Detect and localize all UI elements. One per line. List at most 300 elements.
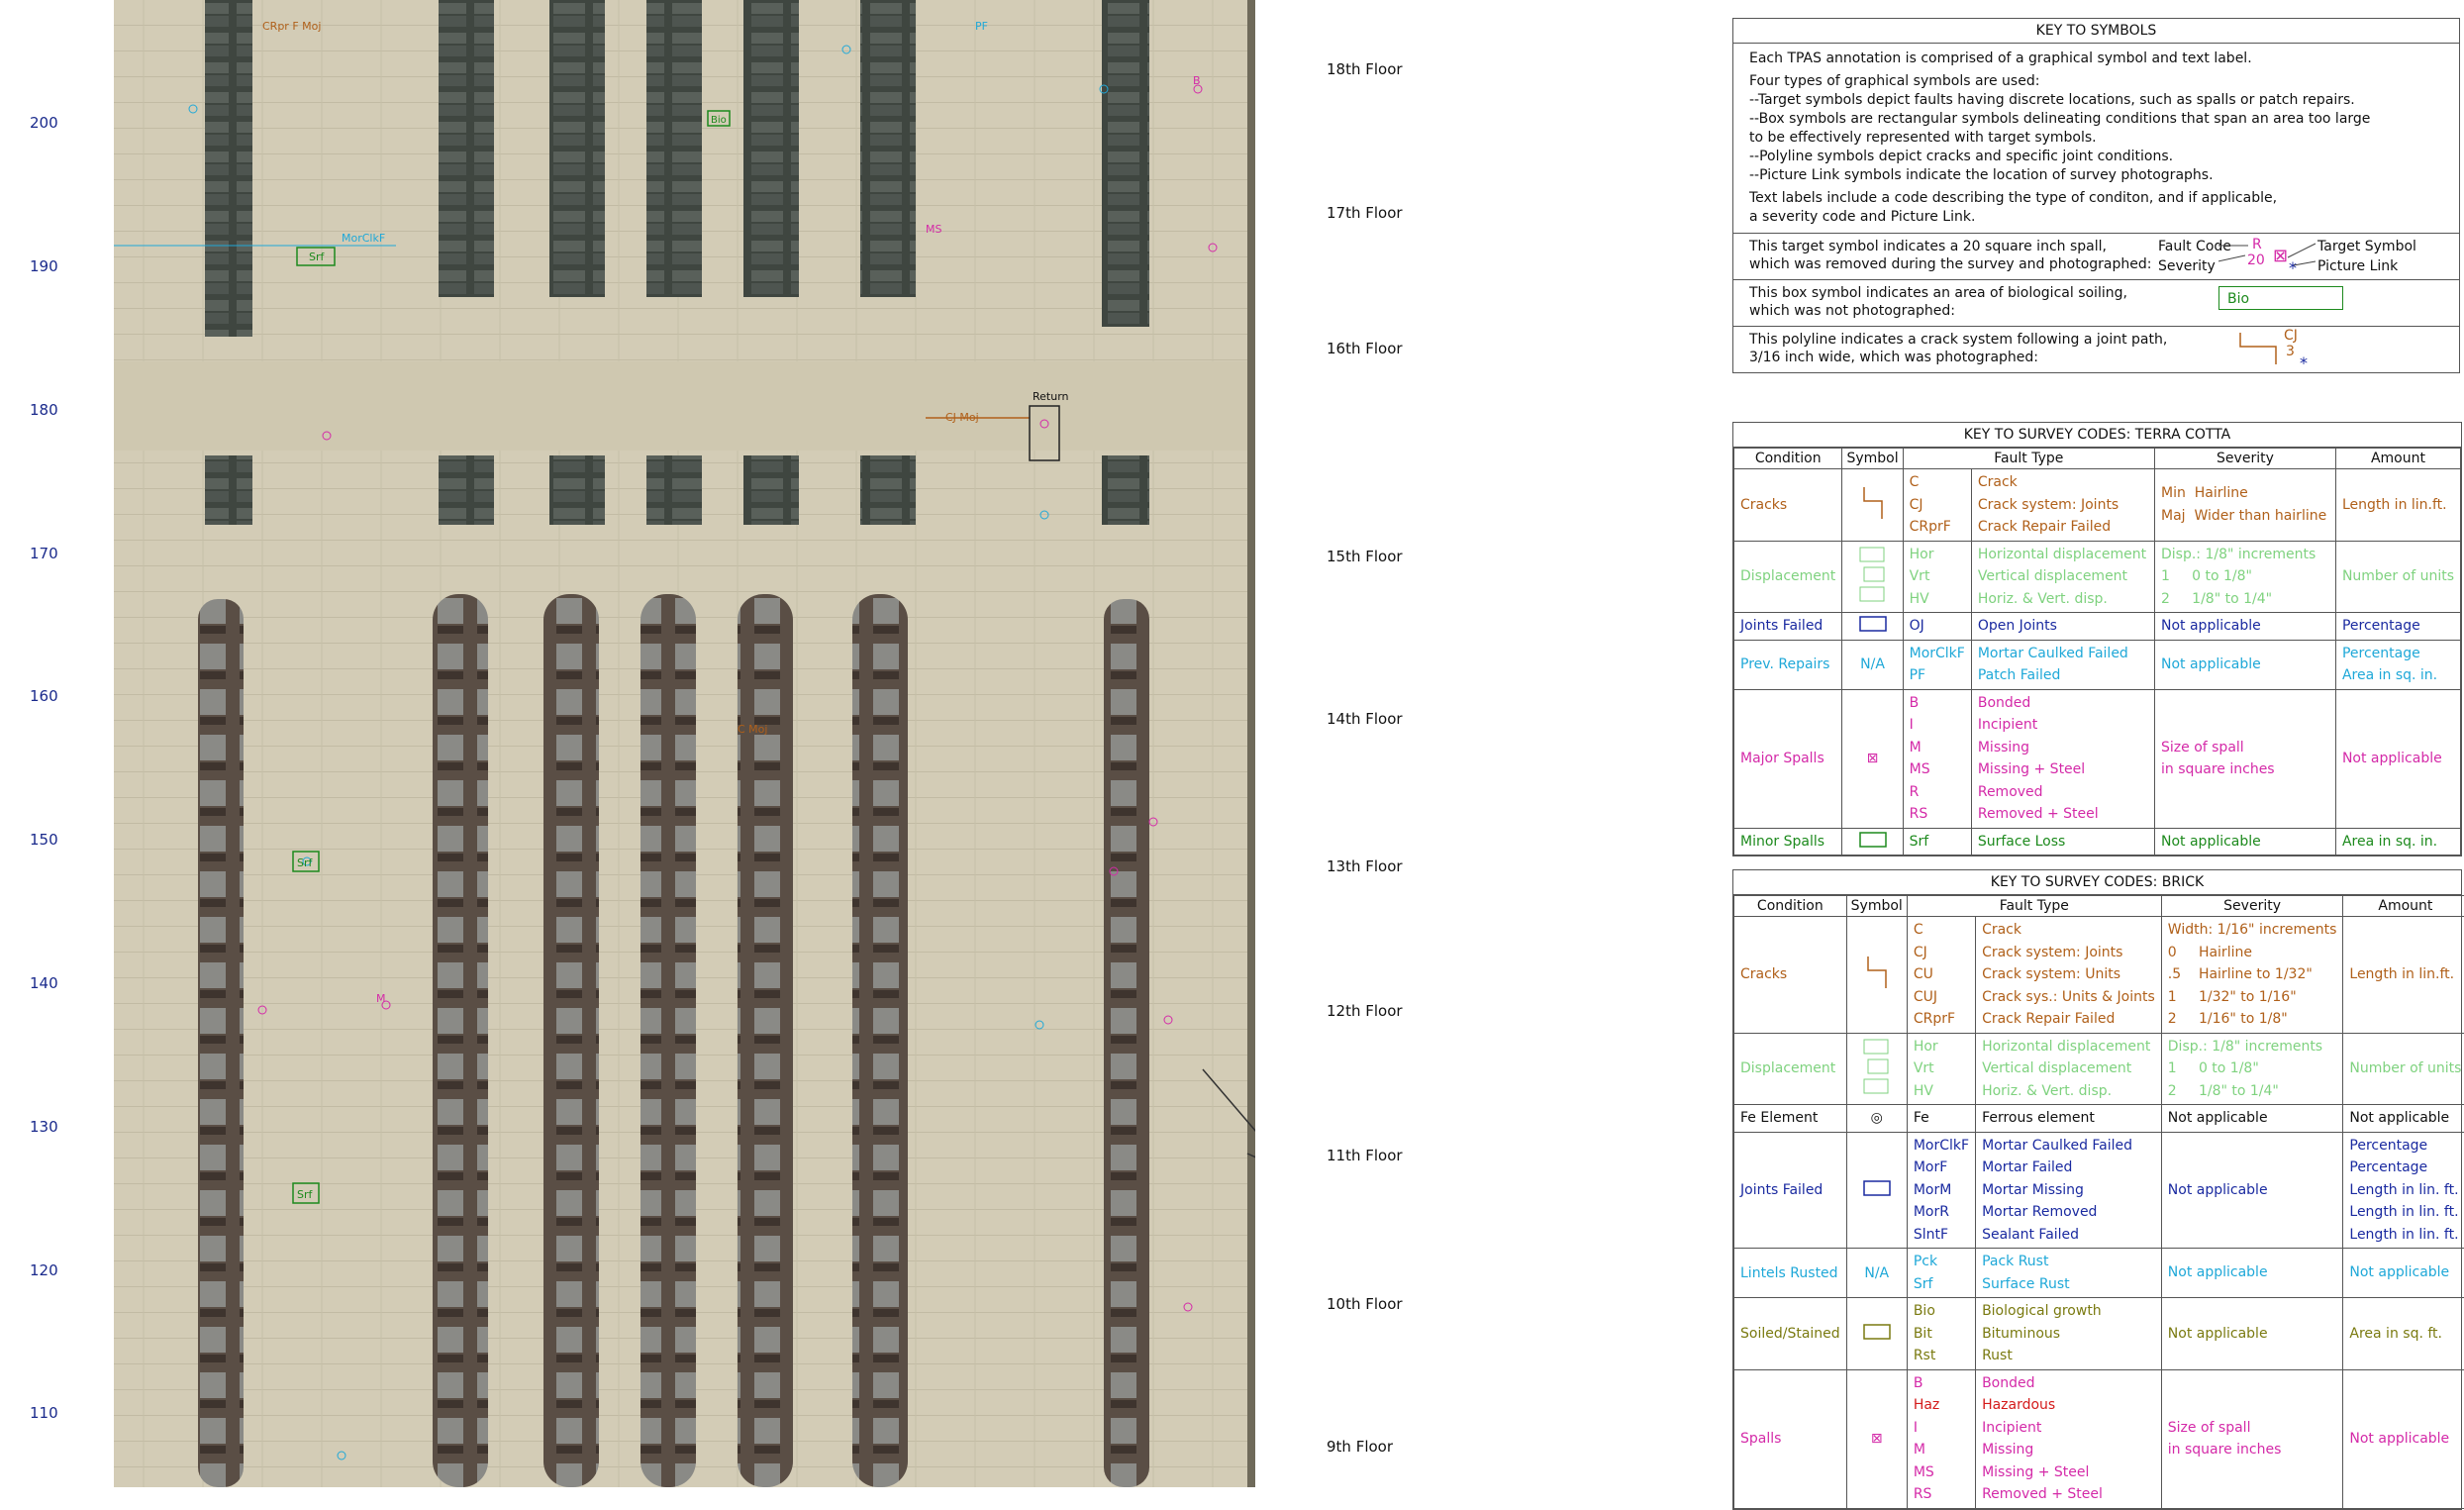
fault-type: Sealant Failed	[1982, 1224, 2155, 1247]
amount-cell	[2343, 1298, 2464, 1370]
fault-type: Surface Rust	[1982, 1273, 2155, 1296]
fault-types-cell	[1976, 1249, 2162, 1298]
fault-type: Crack system: Units	[1982, 963, 2155, 986]
fault-code: I	[1910, 714, 1965, 737]
table-row	[1734, 689, 2461, 828]
fault-code: MorM	[1914, 1179, 1969, 1202]
symbol-cell: ⊠	[1842, 689, 1903, 828]
severity-cell	[2161, 917, 2343, 1034]
terra-cotta-table	[1733, 448, 2461, 856]
fault-type: Ferrous element	[1982, 1107, 2155, 1130]
elevation-label: 120	[30, 1261, 89, 1279]
annotation-label: Return	[1033, 390, 1069, 403]
fault-codes-cell	[1907, 917, 1975, 1034]
amount-cell	[2335, 469, 2460, 542]
elevation-label: 170	[30, 545, 89, 562]
key-terra-cotta	[1732, 422, 2462, 856]
box-icon	[1858, 831, 1888, 849]
box-symbol-example	[1733, 279, 2459, 326]
key-brick	[1732, 869, 2462, 1510]
crack-code: CJ	[2284, 327, 2298, 345]
fault-type: Crack	[1978, 471, 2148, 494]
severity-value: 20	[2247, 252, 2265, 269]
fault-types-cell	[1971, 541, 2154, 613]
amount-cell	[2343, 1249, 2464, 1298]
key-symbols-labels	[1749, 189, 2443, 227]
table-header-row	[1734, 449, 2461, 469]
fault-type: Crack system: Joints	[1982, 942, 2155, 964]
amount-line: Number of units	[2349, 1057, 2461, 1080]
fault-codes-cell	[1907, 1033, 1975, 1105]
symbol-cell: N/A	[1846, 1249, 1907, 1298]
text-line: which was not photographed:	[1749, 302, 2443, 320]
text-line: which was removed during the survey and photographed:	[1749, 255, 2443, 273]
fault-types-cell	[1976, 1033, 2162, 1105]
fault-type: Mortar Removed	[1982, 1201, 2155, 1224]
floor-labels	[1327, 0, 1485, 1487]
condition-cell: Joints Failed	[1734, 1132, 1847, 1249]
amount-cell	[2343, 1033, 2464, 1105]
symbol-cell	[1842, 613, 1903, 641]
fault-code: Pck	[1914, 1251, 1969, 1273]
annotation-label: CJ Moj	[945, 411, 979, 424]
fault-type: Horizontal displacement	[1982, 1036, 2155, 1058]
fault-code: CUJ	[1914, 986, 1969, 1009]
fault-code-label: Fault Code	[2158, 238, 2231, 255]
spall-target-icon: ⊠	[2273, 248, 2288, 265]
fault-type: Horizontal displacement	[1978, 544, 2148, 566]
severity-cell	[2155, 541, 2336, 613]
fault-codes-cell	[1907, 1298, 1975, 1370]
fault-type: Incipient	[1982, 1417, 2155, 1440]
severity-line: Not applicable	[2168, 1323, 2337, 1346]
fault-code: C	[1914, 919, 1969, 942]
fault-code: CJ	[1914, 942, 1969, 964]
symbol-cell	[1846, 917, 1907, 1034]
table-row	[1734, 613, 2461, 641]
fault-code: Hor	[1910, 544, 1965, 566]
fault-code: Vrt	[1910, 565, 1965, 588]
severity-line: 1 1/32" to 1/16"	[2168, 986, 2337, 1009]
fault-type: Bonded	[1982, 1372, 2155, 1395]
fault-type: Missing + Steel	[1982, 1461, 2155, 1484]
table-row	[1734, 1369, 2464, 1508]
fault-type: Crack Repair Failed	[1978, 516, 2148, 539]
amount-cell	[2343, 1105, 2464, 1133]
column-header: Amount	[2343, 896, 2464, 917]
crack-width: 3	[2286, 343, 2295, 360]
fault-type: Bonded	[1978, 692, 2148, 715]
severity-line: 0 Hairline	[2168, 942, 2337, 964]
annotation-label: PF	[975, 20, 988, 33]
fault-code: CRprF	[1914, 1008, 1969, 1031]
fault-type: Horiz. & Vert. disp.	[1978, 588, 2148, 611]
elevation-scale	[0, 0, 114, 1487]
annotation-label: M	[376, 992, 386, 1005]
table-row	[1734, 917, 2464, 1034]
severity-cell	[2155, 640, 2336, 689]
severity-line: Width: 1/16" increments	[2168, 919, 2337, 942]
fault-codes-cell	[1903, 828, 1971, 856]
elevation-label: 130	[30, 1118, 89, 1136]
severity-line: 1 0 to 1/8"	[2168, 1057, 2337, 1080]
amount-line: Length in lin.ft.	[2342, 494, 2454, 517]
fault-codes-cell	[1907, 1249, 1975, 1298]
bio-box-symbol: Bio	[2218, 286, 2343, 310]
fault-codes-cell	[1903, 541, 1971, 613]
severity-line: in square inches	[2168, 1439, 2337, 1461]
fault-code: C	[1910, 471, 1965, 494]
column-header: Condition	[1734, 896, 1847, 917]
text-line: Text labels include a code describing the type of conditon, and if applicable,	[1749, 189, 2443, 208]
symbol-cell	[1842, 541, 1903, 613]
fault-types-cell	[1971, 689, 2154, 828]
fault-code: MorR	[1914, 1201, 1969, 1224]
facade-drawing	[114, 0, 1255, 1487]
box-icon	[1862, 1323, 1892, 1341]
annotation-label: Srf	[297, 856, 314, 869]
severity-line: in square inches	[2161, 758, 2329, 781]
key-symbols-intro: Each TPAS annotation is comprised of a graphical symbol and text label.	[1749, 50, 2443, 68]
severity-line: Not applicable	[2168, 1179, 2337, 1202]
severity-cell	[2155, 613, 2336, 641]
severity-line: Not applicable	[2168, 1261, 2337, 1284]
annotation-label: Bio	[711, 115, 727, 126]
fault-code: Rst	[1914, 1345, 1969, 1367]
floor-label: 18th Floor	[1327, 60, 1403, 78]
fault-codes-cell	[1907, 1369, 1975, 1508]
fault-types-cell	[1971, 828, 2154, 856]
displacement-box-icon	[1862, 1038, 1892, 1095]
fault-type: Hazardous	[1982, 1394, 2155, 1417]
fault-code: PF	[1910, 664, 1965, 687]
severity-line: Not applicable	[2168, 1107, 2337, 1130]
key-symbols-types	[1749, 72, 2443, 185]
fault-code: Vrt	[1914, 1057, 1969, 1080]
picture-link-label: Picture Link	[2317, 257, 2398, 275]
picture-link-icon: *	[2300, 354, 2308, 372]
amount-line: Length in lin. ft.	[2349, 1224, 2461, 1247]
condition-cell: Cracks	[1734, 469, 1842, 542]
text-line: This target symbol indicates a 20 square inch spall,	[1749, 238, 2443, 255]
amount-line: Area in sq. in.	[2342, 664, 2454, 687]
brick-title: KEY TO SURVEY CODES: BRICK	[1733, 870, 2461, 895]
target-symbol-label: Target Symbol	[2317, 238, 2416, 255]
symbol-cell	[1842, 828, 1903, 856]
severity-cell	[2155, 689, 2336, 828]
condition-cell: Prev. Repairs	[1734, 640, 1842, 689]
text-line: --Target symbols depict faults having discrete locations, such as spalls or patch repairs.	[1749, 91, 2443, 110]
fault-code: RS	[1914, 1483, 1969, 1506]
fault-code: MS	[1914, 1461, 1969, 1484]
amount-cell	[2343, 1369, 2464, 1508]
severity-cell	[2161, 1105, 2343, 1133]
fault-type: Mortar Caulked Failed	[1982, 1135, 2155, 1158]
severity-cell	[2161, 1249, 2343, 1298]
amount-cell	[2343, 1132, 2464, 1249]
fault-code: HV	[1910, 588, 1965, 611]
facade-elevation-image	[114, 0, 1255, 1487]
fault-type: Missing	[1982, 1439, 2155, 1461]
amount-line: Area in sq. in.	[2342, 831, 2454, 854]
condition-cell: Major Spalls	[1734, 689, 1842, 828]
severity-line: 1 0 to 1/8"	[2161, 565, 2329, 588]
fault-code: Bit	[1914, 1323, 1969, 1346]
symbol-cell	[1846, 1033, 1907, 1105]
fault-type: Crack Repair Failed	[1982, 1008, 2155, 1031]
key-symbols-description	[1733, 44, 2459, 233]
fault-code: Haz	[1914, 1394, 1969, 1417]
fault-type: Biological growth	[1982, 1300, 2155, 1323]
amount-line: Not applicable	[2349, 1261, 2461, 1284]
amount-line: Length in lin. ft.	[2349, 1179, 2461, 1202]
condition-cell: Soiled/Stained	[1734, 1298, 1847, 1370]
condition-cell: Displacement	[1734, 1033, 1847, 1105]
brick-table	[1733, 895, 2464, 1509]
fault-code: Srf	[1914, 1273, 1969, 1296]
condition-cell: Lintels Rusted	[1734, 1249, 1847, 1298]
fault-types-cell	[1971, 469, 2154, 542]
floor-label: 13th Floor	[1327, 857, 1403, 875]
fault-types-cell	[1976, 1132, 2162, 1249]
annotation-label: MS	[926, 223, 941, 236]
crack-polyline-icon	[1858, 483, 1888, 523]
condition-cell: Minor Spalls	[1734, 828, 1842, 856]
fault-type: Surface Loss	[1978, 831, 2148, 854]
severity-line: .5 Hairline to 1/32"	[2168, 963, 2337, 986]
severity-cell	[2161, 1298, 2343, 1370]
elevation-label: 110	[30, 1404, 89, 1422]
severity-line: Not applicable	[2161, 615, 2329, 638]
severity-cell	[2161, 1033, 2343, 1105]
text-line: --Polyline symbols depict cracks and specific joint conditions.	[1749, 148, 2443, 166]
target-symbol-example	[1733, 233, 2459, 279]
floor-label: 12th Floor	[1327, 1002, 1403, 1020]
annotation-label: CRpr F Moj	[262, 20, 321, 33]
table-row	[1734, 541, 2461, 613]
column-header: Symbol	[1842, 449, 1903, 469]
fault-types-cell	[1976, 917, 2162, 1034]
amount-line: Length in lin. ft.	[2349, 1201, 2461, 1224]
terra-cotta-title: KEY TO SURVEY CODES: TERRA COTTA	[1733, 423, 2461, 448]
fault-type: Bituminous	[1982, 1323, 2155, 1346]
amount-line: Not applicable	[2349, 1428, 2461, 1451]
severity-line: Not applicable	[2161, 831, 2329, 854]
fault-codes-cell	[1903, 640, 1971, 689]
displacement-box-icon	[1858, 546, 1888, 603]
fault-code: B	[1914, 1372, 1969, 1395]
text-line: Four types of graphical symbols are used:	[1749, 72, 2443, 91]
annotation-label: B	[1193, 74, 1201, 87]
symbol-cell: ◎	[1846, 1105, 1907, 1133]
picture-link-icon: *	[2289, 259, 2297, 277]
text-line: --Picture Link symbols indicate the location of survey photographs.	[1749, 166, 2443, 185]
text-line: a severity code and Picture Link.	[1749, 208, 2443, 227]
fault-code: SlntF	[1914, 1224, 1969, 1247]
text-line: to be effectively represented with target symbols.	[1749, 129, 2443, 148]
table-row	[1734, 1298, 2464, 1370]
fault-code: MorClkF	[1910, 643, 1965, 665]
text-line: This box symbol indicates an area of biological soiling,	[1749, 284, 2443, 302]
severity-line: Not applicable	[2161, 654, 2329, 676]
condition-cell: Joints Failed	[1734, 613, 1842, 641]
symbol-cell	[1842, 469, 1903, 542]
column-header: Fault Type	[1903, 449, 2154, 469]
severity-line: Disp.: 1/8" increments	[2161, 544, 2329, 566]
symbol-cell	[1846, 1132, 1907, 1249]
fault-type: Crack	[1982, 919, 2155, 942]
text-line: 3/16 inch wide, which was photographed:	[1749, 349, 2443, 366]
floor-label: 15th Floor	[1327, 548, 1403, 565]
amount-line: Percentage	[2349, 1157, 2461, 1179]
severity-cell	[2161, 1132, 2343, 1249]
severity-line: 2 1/8" to 1/4"	[2161, 588, 2329, 611]
fault-code: HV	[1914, 1080, 1969, 1103]
fault-types-cell	[1976, 1369, 2162, 1508]
text-line: --Box symbols are rectangular symbols delineating conditions that span an area too large	[1749, 110, 2443, 129]
fault-type: Missing + Steel	[1978, 758, 2148, 781]
fault-type: Vertical displacement	[1978, 565, 2148, 588]
annotation-label: MorClkF	[342, 232, 385, 245]
severity-line: 2 1/16" to 1/8"	[2168, 1008, 2337, 1031]
amount-line: Not applicable	[2349, 1107, 2461, 1130]
amount-cell	[2335, 541, 2460, 613]
severity-line: Maj Wider than hairline	[2161, 505, 2329, 528]
condition-cell: Cracks	[1734, 917, 1847, 1034]
box-icon	[1862, 1179, 1892, 1197]
fault-type: Crack system: Joints	[1978, 494, 2148, 517]
fault-type: Patch Failed	[1978, 664, 2148, 687]
elevation-label: 190	[30, 257, 89, 275]
fault-code: MorClkF	[1914, 1135, 1969, 1158]
fault-code: OJ	[1910, 615, 1965, 638]
severity-label: Severity	[2158, 257, 2216, 275]
column-header: Severity	[2155, 449, 2336, 469]
key-to-symbols	[1732, 18, 2460, 373]
elevation-label: 160	[30, 687, 89, 705]
fault-code: Hor	[1914, 1036, 1969, 1058]
elevation-label: 180	[30, 401, 89, 419]
annotation-label: Srf	[309, 251, 326, 263]
fault-type: Incipient	[1978, 714, 2148, 737]
amount-cell	[2335, 689, 2460, 828]
callout-lines	[2218, 240, 2327, 273]
condition-cell: Spalls	[1734, 1369, 1847, 1508]
amount-cell	[2335, 640, 2460, 689]
fault-type: Vertical displacement	[1982, 1057, 2155, 1080]
fault-codes-cell	[1907, 1132, 1975, 1249]
fault-code: I	[1914, 1417, 1969, 1440]
amount-line: Area in sq. ft.	[2349, 1323, 2461, 1346]
fault-types-cell	[1976, 1298, 2162, 1370]
amount-cell	[2343, 917, 2464, 1034]
fault-code: CJ	[1910, 494, 1965, 517]
fault-code: Srf	[1910, 831, 1965, 854]
floor-label: 17th Floor	[1327, 204, 1403, 222]
amount-line: Length in lin.ft.	[2349, 963, 2461, 986]
column-header: Condition	[1734, 449, 1842, 469]
table-row	[1734, 1033, 2464, 1105]
fault-code: Fe	[1914, 1107, 1969, 1130]
fault-code: M	[1914, 1439, 1969, 1461]
fault-codes-cell	[1907, 1105, 1975, 1133]
fault-codes-cell	[1903, 613, 1971, 641]
fault-code: RS	[1910, 803, 1965, 826]
fault-type: Missing	[1978, 737, 2148, 759]
table-row	[1734, 469, 2461, 542]
table-row	[1734, 1105, 2464, 1133]
severity-cell	[2161, 1369, 2343, 1508]
symbol-cell: N/A	[1842, 640, 1903, 689]
amount-line: Not applicable	[2342, 748, 2454, 770]
fault-type: Mortar Failed	[1982, 1157, 2155, 1179]
floor-label: 16th Floor	[1327, 340, 1403, 357]
fault-code-value: R	[2252, 236, 2262, 253]
fault-type: Horiz. & Vert. disp.	[1982, 1080, 2155, 1103]
fault-types-cell	[1976, 1105, 2162, 1133]
amount-line: Number of units	[2342, 565, 2454, 588]
amount-line: Percentage	[2342, 615, 2454, 638]
symbol-cell: ⊠	[1846, 1369, 1907, 1508]
box-icon	[1858, 615, 1888, 633]
fault-code: MS	[1910, 758, 1965, 781]
fault-types-cell	[1971, 640, 2154, 689]
floor-label: 14th Floor	[1327, 710, 1403, 728]
severity-cell	[2155, 469, 2336, 542]
table-row	[1734, 640, 2461, 689]
fault-types-cell	[1971, 613, 2154, 641]
floor-label: 10th Floor	[1327, 1295, 1403, 1313]
fault-type: Removed + Steel	[1982, 1483, 2155, 1506]
symbol-cell	[1846, 1298, 1907, 1370]
polyline-symbol-example	[1733, 326, 2459, 372]
floor-label: 9th Floor	[1327, 1438, 1393, 1456]
elevation-label: 150	[30, 831, 89, 849]
severity-line: 2 1/8" to 1/4"	[2168, 1080, 2337, 1103]
amount-line: Percentage	[2342, 643, 2454, 665]
fault-type: Rust	[1982, 1345, 2155, 1367]
severity-line: Size of spall	[2161, 737, 2329, 759]
fault-type: Crack sys.: Units & Joints	[1982, 986, 2155, 1009]
condition-cell: Fe Element	[1734, 1105, 1847, 1133]
fault-type: Removed	[1978, 781, 2148, 804]
text-line: This polyline indicates a crack system following a joint path,	[1749, 331, 2443, 349]
amount-cell	[2335, 613, 2460, 641]
fault-code: B	[1910, 692, 1965, 715]
elevation-label: 200	[30, 114, 89, 132]
table-row	[1734, 828, 2461, 856]
column-header: Amount	[2335, 449, 2460, 469]
annotation-label: Srf	[297, 1188, 314, 1201]
fault-code: M	[1910, 737, 1965, 759]
column-header: Symbol	[1846, 896, 1907, 917]
fault-type: Open Joints	[1978, 615, 2148, 638]
table-header-row	[1734, 896, 2464, 917]
severity-line: Min Hairline	[2161, 482, 2329, 505]
severity-cell	[2155, 828, 2336, 856]
severity-line: Size of spall	[2168, 1417, 2337, 1440]
elevation-label: 140	[30, 974, 89, 992]
annotation-label: C Moj	[738, 723, 767, 736]
fault-type: Pack Rust	[1982, 1251, 2155, 1273]
table-row	[1734, 1249, 2464, 1298]
table-row	[1734, 1132, 2464, 1249]
column-header: Severity	[2161, 896, 2343, 917]
fault-code: CU	[1914, 963, 1969, 986]
fault-code: CRprF	[1910, 516, 1965, 539]
column-header: Fault Type	[1907, 896, 2161, 917]
condition-cell: Displacement	[1734, 541, 1842, 613]
